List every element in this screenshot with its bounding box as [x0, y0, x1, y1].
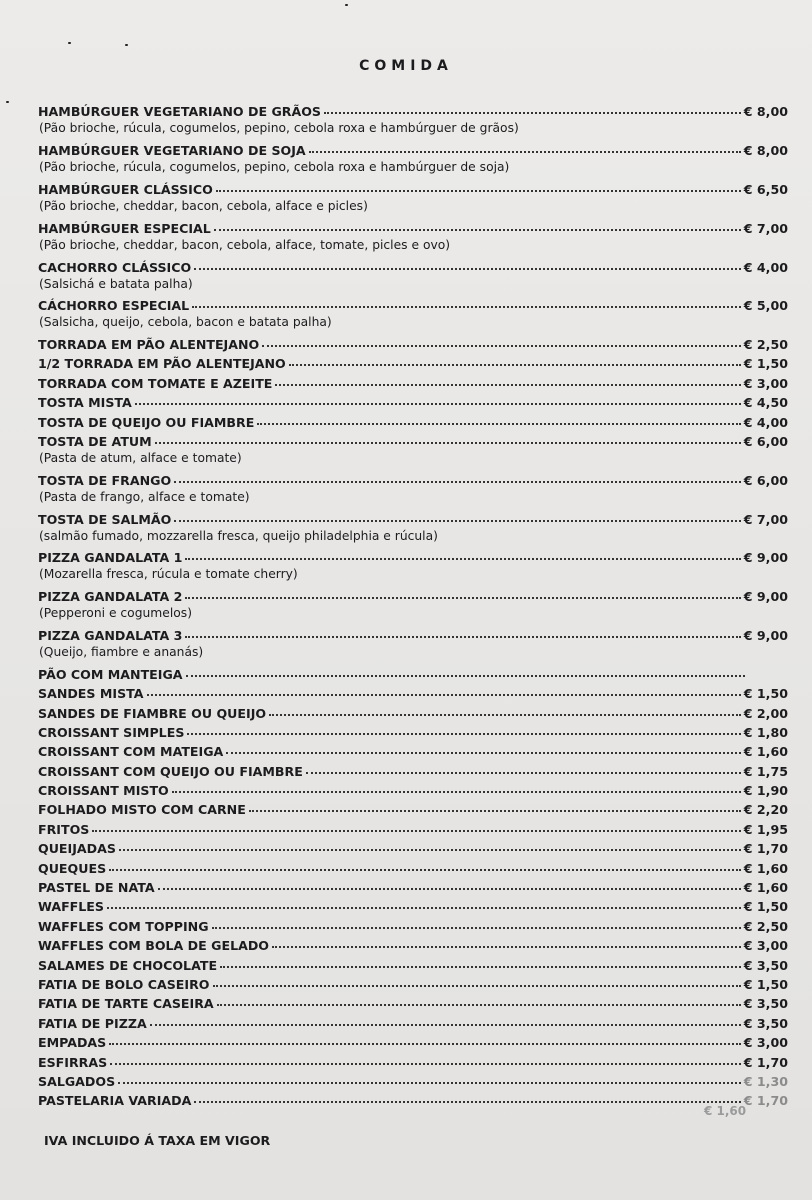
item-name: QUEIJADAS: [38, 841, 116, 857]
menu-item: [38, 934, 788, 953]
extra-price: € 1,60: [704, 1104, 747, 1118]
dot-leader: [257, 423, 740, 425]
item-name: PIZZA GANDALATA 3: [38, 627, 183, 643]
menu-item-line: [38, 779, 788, 798]
menu-item: [38, 333, 788, 352]
item-name: WAFFLES COM BOLA DE GELADO: [38, 938, 269, 954]
menu-item: [38, 682, 788, 701]
item-price: € 1,60: [743, 860, 788, 876]
dot-leader: [324, 112, 741, 114]
item-name: CACHORRO CLÁSSICO: [38, 259, 192, 275]
menu-item-line: [38, 294, 788, 313]
dot-leader: [174, 481, 741, 483]
item-price: € 3,00: [743, 1035, 788, 1051]
item-description: (Pasta de frango, alface e tomate): [39, 489, 250, 504]
menu-item: [38, 294, 788, 333]
menu-item: [38, 430, 788, 469]
item-name: FOLHADO MISTO COM CARNE: [38, 802, 246, 818]
dot-leader: [185, 558, 740, 560]
item-price: € 3,50: [743, 1015, 788, 1031]
menu-item: [38, 701, 788, 720]
item-description: (Mozarella fresca, rúcula e tomate cherry): [39, 567, 298, 582]
menu-item-line: [38, 682, 788, 701]
item-name: TORRADA EM PÃO ALENTEJANO: [38, 337, 260, 353]
menu-item: [38, 1050, 788, 1069]
dot-leader: [275, 384, 740, 386]
menu-item: [38, 1089, 788, 1108]
paper-speck: [6, 101, 9, 103]
menu-item-line: [38, 992, 788, 1011]
item-name: HAMBÚRGUER VEGETARIANO DE SOJA: [38, 143, 306, 159]
item-name: TOSTA MISTA: [38, 395, 132, 411]
item-description: (Salsichá e batata palha): [39, 276, 193, 291]
item-price: € 6,50: [743, 181, 788, 197]
dot-leader: [194, 268, 741, 270]
menu-item: [38, 371, 788, 390]
menu-item: [38, 255, 788, 294]
item-price: € 3,50: [743, 996, 788, 1012]
dot-leader: [249, 810, 741, 812]
menu-item-line: [38, 1011, 788, 1030]
menu-item-line: [38, 255, 788, 274]
menu-item-line: [38, 817, 788, 836]
item-price: € 1,50: [743, 976, 788, 992]
menu-item-line: [38, 100, 788, 119]
dot-leader: [109, 1043, 741, 1045]
menu-item: [38, 1070, 788, 1089]
dot-leader: [135, 403, 741, 405]
menu-list: [38, 100, 788, 1108]
menu-item: [38, 876, 788, 895]
menu-item: [38, 468, 788, 507]
item-name: CROISSANT MISTO: [38, 783, 169, 799]
menu-item: [38, 352, 788, 371]
item-name: CÁCHORRO ESPECIAL: [38, 298, 190, 314]
menu-item-line: [38, 1089, 788, 1108]
menu-item-line: [38, 973, 788, 992]
menu-item-line: [38, 391, 788, 410]
menu-title: COMIDA: [359, 58, 453, 74]
item-description: (Queijo, fiambre e ananás): [39, 644, 204, 659]
item-name: TOSTA DE ATUM: [38, 434, 152, 450]
item-name: PIZZA GANDALATA 2: [38, 589, 183, 605]
item-name: CROISSANT COM QUEIJO OU FIAMBRE: [38, 763, 303, 779]
menu-item-line: [38, 876, 788, 895]
item-price: € 1,60: [743, 744, 788, 760]
menu-item-line: [38, 1050, 788, 1069]
item-price: € 1,50: [743, 899, 788, 915]
item-name: EMPADAS: [38, 1035, 107, 1051]
item-description: (Pão brioche, cheddar, bacon, cebola, alface, tomate, picles e ovo): [39, 237, 451, 252]
item-price: € 9,00: [743, 627, 788, 643]
dot-leader: [194, 1101, 740, 1103]
dot-leader: [119, 849, 741, 851]
dot-leader: [269, 714, 741, 716]
dot-leader: [187, 733, 740, 735]
menu-item: [38, 1031, 788, 1050]
item-price: € 1,50: [743, 686, 788, 702]
item-price: € 2,20: [743, 802, 788, 818]
dot-leader: [155, 442, 741, 444]
item-description: (Pão brioche, rúcula, cogumelos, pepino, cebola roxa e hambúrguer de grãos): [39, 121, 519, 136]
item-price: € 1,70: [743, 1093, 788, 1109]
menu-item-line: [38, 759, 788, 778]
item-price: € 4,00: [743, 414, 788, 430]
menu-item-line: [38, 953, 788, 972]
item-price: € 1,70: [743, 1054, 788, 1070]
menu-item-line: [38, 1031, 788, 1050]
item-price: € 3,50: [743, 957, 788, 973]
item-price: € 1,95: [743, 821, 788, 837]
menu-item-line: [38, 178, 788, 197]
menu-item: [38, 895, 788, 914]
menu-item: [38, 973, 788, 992]
dot-leader: [220, 966, 741, 968]
menu-item: [38, 507, 788, 546]
menu-item: [38, 662, 788, 681]
menu-item-line: [38, 352, 788, 371]
item-name: FATIA DE PIZZA: [38, 1015, 147, 1031]
item-name: 1/2 TORRADA EM PÃO ALENTEJANO: [38, 356, 286, 372]
item-price: € 6,00: [743, 472, 788, 488]
menu-item-line: [38, 798, 788, 817]
menu-item-line: [38, 721, 788, 740]
item-price: € 4,50: [743, 395, 788, 411]
menu-item: [38, 759, 788, 778]
menu-item-line: [38, 430, 788, 449]
item-description: (Pão brioche, cheddar, bacon, cebola, alface e picles): [39, 198, 368, 213]
dot-leader: [306, 772, 741, 774]
item-name: FATIA DE TARTE CASEIRA: [38, 996, 214, 1012]
item-price: € 8,00: [743, 104, 788, 120]
dot-leader: [150, 1024, 741, 1026]
item-price: € 1,75: [743, 763, 788, 779]
menu-item-line: [38, 624, 788, 643]
dot-leader: [192, 306, 741, 308]
dot-leader: [226, 752, 740, 754]
dot-leader: [289, 364, 741, 366]
item-name: TOSTA DE FRANGO: [38, 472, 172, 488]
menu-item-line: [38, 507, 788, 526]
item-price: € 9,00: [743, 550, 788, 566]
menu-item: [38, 391, 788, 410]
dot-leader: [158, 888, 741, 890]
dot-leader: [172, 791, 741, 793]
item-price: € 1,90: [743, 783, 788, 799]
menu-item: [38, 1011, 788, 1030]
menu-item-line: [38, 333, 788, 352]
menu-item: [38, 914, 788, 933]
dot-leader: [174, 520, 740, 522]
menu-item-line: [38, 914, 788, 933]
menu-item-line: [38, 371, 788, 390]
item-name: PASTELARIA VARIADA: [38, 1093, 192, 1109]
item-name: SALAMES DE CHOCOLATE: [38, 957, 218, 973]
dot-leader: [216, 190, 741, 192]
menu-item: [38, 740, 788, 759]
item-description: (Pasta de atum, alface e tomate): [39, 451, 242, 466]
item-name: SANDES DE FIAMBRE OU QUEIJO: [38, 705, 267, 721]
item-price: € 3,00: [743, 938, 788, 954]
dot-leader: [309, 151, 741, 153]
item-price: € 7,00: [743, 511, 788, 527]
dot-leader: [186, 675, 745, 677]
item-name: PASTEL DE NATA: [38, 880, 155, 896]
item-name: HAMBÚRGUER VEGETARIANO DE GRÃOS: [38, 104, 321, 120]
vat-note: IVA INCLUIDO Á TAXA EM VIGOR: [44, 1133, 271, 1148]
item-price: € 4,00: [743, 259, 788, 275]
item-name: CROISSANT SIMPLES: [38, 724, 185, 740]
dot-leader: [212, 927, 741, 929]
menu-item: [38, 410, 788, 429]
menu-item-line: [38, 468, 788, 487]
item-price: € 6,00: [743, 434, 788, 450]
menu-item: [38, 585, 788, 624]
item-description: (salmão fumado, mozzarella fresca, queijo philadelphia e rúcula): [39, 528, 438, 543]
dot-leader: [213, 985, 741, 987]
item-name: WAFFLES: [38, 899, 104, 915]
menu-item-line: [38, 410, 788, 429]
menu-item: [38, 178, 788, 217]
menu-item: [38, 721, 788, 740]
menu-item-line: [38, 1070, 788, 1089]
item-name: FATIA DE BOLO CASEIRO: [38, 976, 210, 992]
item-price: € 1,80: [743, 724, 788, 740]
item-price: € 2,00: [743, 705, 788, 721]
paper-speck: [125, 44, 128, 46]
menu-item: [38, 817, 788, 836]
menu-item-line: [38, 934, 788, 953]
menu-item-line: [38, 856, 788, 875]
item-description: (Pepperoni e cogumelos): [39, 606, 192, 621]
item-name: HAMBÚRGUER CLÁSSICO: [38, 181, 213, 197]
menu-item-line: [38, 139, 788, 158]
item-price: € 8,00: [743, 143, 788, 159]
menu-item: [38, 100, 788, 139]
dot-leader: [185, 597, 740, 599]
item-price: € 2,50: [743, 918, 788, 934]
item-name: HAMBÚRGUER ESPECIAL: [38, 220, 211, 236]
dot-leader: [109, 869, 741, 871]
item-price: € 1,70: [743, 841, 788, 857]
item-name: TOSTA DE QUEIJO OU FIAMBRE: [38, 414, 255, 430]
item-price: € 3,00: [743, 375, 788, 391]
item-name: PÃO COM MANTEIGA: [38, 666, 183, 682]
dot-leader: [92, 830, 740, 832]
item-price: € 1,50: [743, 356, 788, 372]
menu-item: [38, 953, 788, 972]
menu-item: [38, 798, 788, 817]
item-name: FRITOS: [38, 821, 90, 837]
item-price: € 9,00: [743, 589, 788, 605]
dot-leader: [262, 345, 741, 347]
menu-item-line: [38, 701, 788, 720]
item-price: € 1,30: [743, 1073, 788, 1089]
menu-item-line: [38, 585, 788, 604]
item-name: CROISSANT COM MATEIGA: [38, 744, 224, 760]
menu-item-line: [38, 216, 788, 235]
dot-leader: [272, 946, 741, 948]
menu-item: [38, 992, 788, 1011]
dot-leader: [214, 229, 741, 231]
item-price: € 1,60: [743, 880, 788, 896]
dot-leader: [110, 1063, 741, 1065]
item-name: ESFIRRAS: [38, 1054, 108, 1070]
paper-speck: [68, 42, 71, 44]
dot-leader: [118, 1082, 741, 1084]
menu-item: [38, 216, 788, 255]
item-price: € 5,00: [743, 298, 788, 314]
item-name: WAFFLES COM TOPPING: [38, 918, 209, 934]
dot-leader: [217, 1004, 741, 1006]
item-name: TOSTA DE SALMÃO: [38, 511, 172, 527]
paper-speck: [345, 4, 348, 6]
item-price: € 2,50: [743, 337, 788, 353]
item-name: SANDES MISTA: [38, 686, 144, 702]
dot-leader: [185, 636, 740, 638]
menu-item: [38, 546, 788, 585]
item-name: SALGADOS: [38, 1073, 116, 1089]
menu-item: [38, 139, 788, 178]
item-name: PIZZA GANDALATA 1: [38, 550, 183, 566]
item-price: € 7,00: [743, 220, 788, 236]
menu-item-line: [38, 740, 788, 759]
menu-item: [38, 779, 788, 798]
menu-item: [38, 837, 788, 856]
menu-item-line: [38, 895, 788, 914]
menu-item-line: [38, 546, 788, 565]
item-name: QUEQUES: [38, 860, 107, 876]
item-name: TORRADA COM TOMATE E AZEITE: [38, 375, 273, 391]
dot-leader: [107, 907, 741, 909]
menu-item: [38, 624, 788, 663]
dot-leader: [147, 694, 741, 696]
menu-item: [38, 856, 788, 875]
menu-item-line: [38, 662, 788, 681]
item-description: (Pão brioche, rúcula, cogumelos, pepino, cebola roxa e hambúrguer de soja): [39, 160, 510, 175]
menu-item-line: [38, 837, 788, 856]
item-description: (Salsicha, queijo, cebola, bacon e batata palha): [39, 315, 332, 330]
